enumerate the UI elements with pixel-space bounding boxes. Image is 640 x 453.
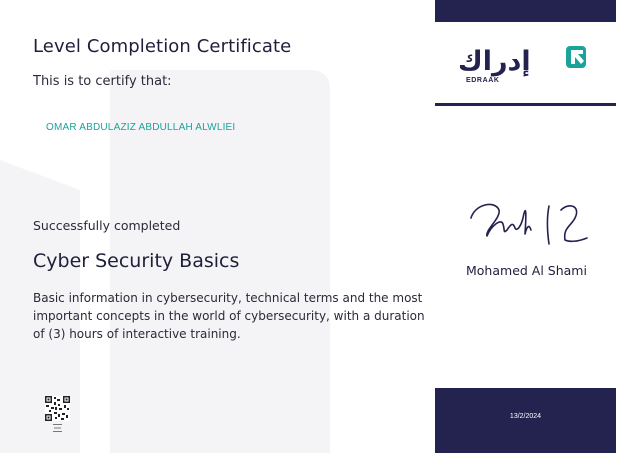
- completed-text: Successfully completed: [33, 218, 181, 233]
- top-brand-bar: [435, 0, 616, 22]
- logo-latin-text: EDRAAK: [466, 77, 500, 84]
- watermark-arrow: [0, 40, 430, 453]
- qr-code-icon[interactable]: [45, 396, 70, 421]
- issue-date: 13/2/2024: [509, 413, 542, 420]
- signature-icon: [465, 196, 595, 252]
- bottom-brand-bar: [435, 388, 616, 453]
- certify-text: This is to certify that:: [33, 74, 172, 89]
- logo-arrow-icon: [566, 46, 586, 68]
- brand-divider: [435, 103, 616, 106]
- signer-name: Mohamed Al Shami: [466, 263, 587, 278]
- certificate-title: Level Completion Certificate: [33, 36, 292, 57]
- logo-arabic-text: إدراك: [458, 46, 531, 77]
- course-description: Basic information in cybersecurity, technical terms and the most important concepts in the world of cybersecurity, with a duration of (3) hours of interactive training.: [33, 291, 425, 341]
- recipient-name: OMAR ABDULAZIZ ABDULLAH ALWLIEI: [46, 122, 236, 133]
- menu-icon: [53, 424, 62, 432]
- course-title: Cyber Security Basics: [33, 250, 240, 272]
